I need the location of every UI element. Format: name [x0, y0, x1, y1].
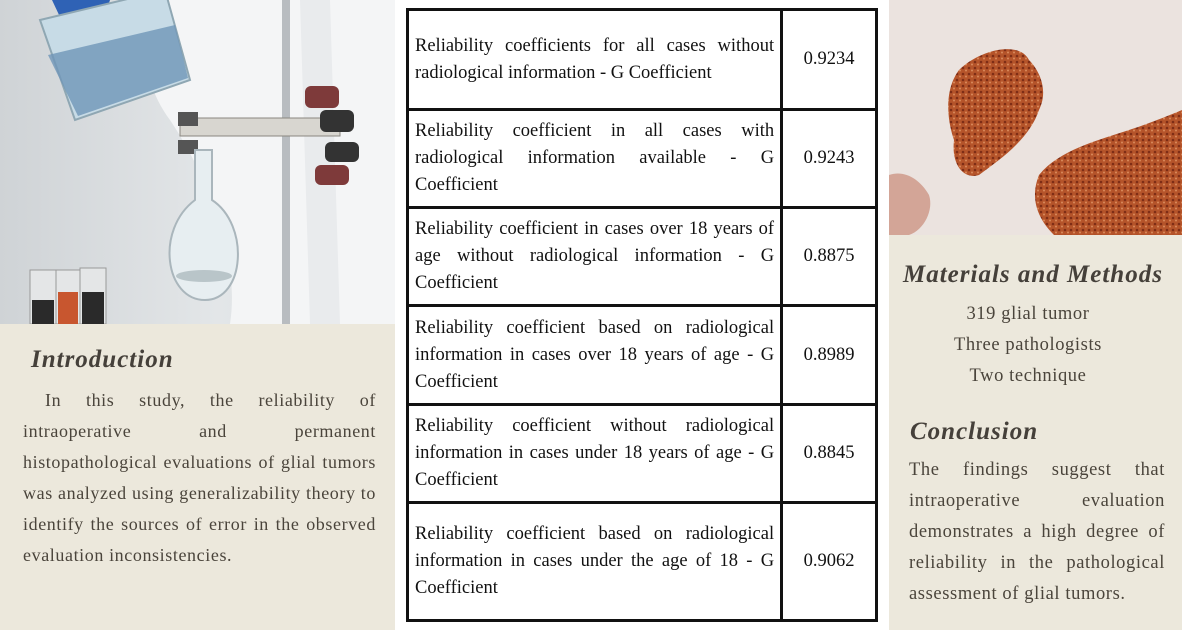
methods-conclusion-panel: [889, 235, 1182, 630]
table-row: [408, 10, 877, 110]
row-value: 0.9234: [782, 10, 877, 110]
conclusion-title: Conclusion: [910, 418, 1039, 445]
row-label: Reliability coefficient in all cases with radiological information available - G Coefficient: [408, 110, 782, 208]
reliability-table-panel: [395, 0, 889, 630]
row-label: Reliability coefficient in cases over 18 years of age without radiological information - G Coefficient: [408, 208, 782, 306]
row-value: 0.9243: [782, 110, 877, 208]
row-value: 0.9062: [782, 503, 877, 621]
introduction-title: Introduction: [31, 346, 174, 373]
reliability-table: [406, 8, 878, 622]
histology-illustration: [889, 0, 1182, 235]
method-line: Three pathologists: [954, 335, 1102, 355]
table-row: [408, 208, 877, 306]
row-label: Reliability coefficient based on radiological information in cases under the age of 18 - G Coefficient: [408, 503, 782, 621]
row-label: Reliability coefficient based on radiological information in cases over 18 years of age - G Coefficient: [408, 306, 782, 405]
table-row: [408, 110, 877, 208]
row-label: Reliability coefficient without radiological information in cases under 18 years of age - G Coefficient: [408, 405, 782, 503]
conclusion-body: The findings suggest that intraoperative evaluation demonstrates a high degree of reliability in the pathological assessment of glial tumors.: [909, 460, 1165, 604]
introduction-panel: [0, 324, 395, 630]
table-row: [408, 405, 877, 503]
lab-photo-illustration: [0, 0, 395, 324]
row-value: 0.8989: [782, 306, 877, 405]
lab-photo: [0, 0, 395, 324]
table-row: [408, 503, 877, 621]
row-value: 0.8845: [782, 405, 877, 503]
introduction-body: In this study, the reliability of intraoperative and permanent histopathological evaluations of glial tumors was analyzed using generalizability theory to identify the sources of error in the observed evaluation inconsistencies.: [23, 390, 376, 565]
row-label: Reliability coefficients for all cases without radiological information - G Coefficient: [408, 10, 782, 110]
method-line: Two technique: [969, 366, 1087, 386]
table-row: [408, 306, 877, 405]
methods-title: Materials and Methods: [903, 261, 1163, 288]
histology-photo: [889, 0, 1182, 235]
row-value: 0.8875: [782, 208, 877, 306]
method-line: 319 glial tumor: [966, 304, 1090, 324]
